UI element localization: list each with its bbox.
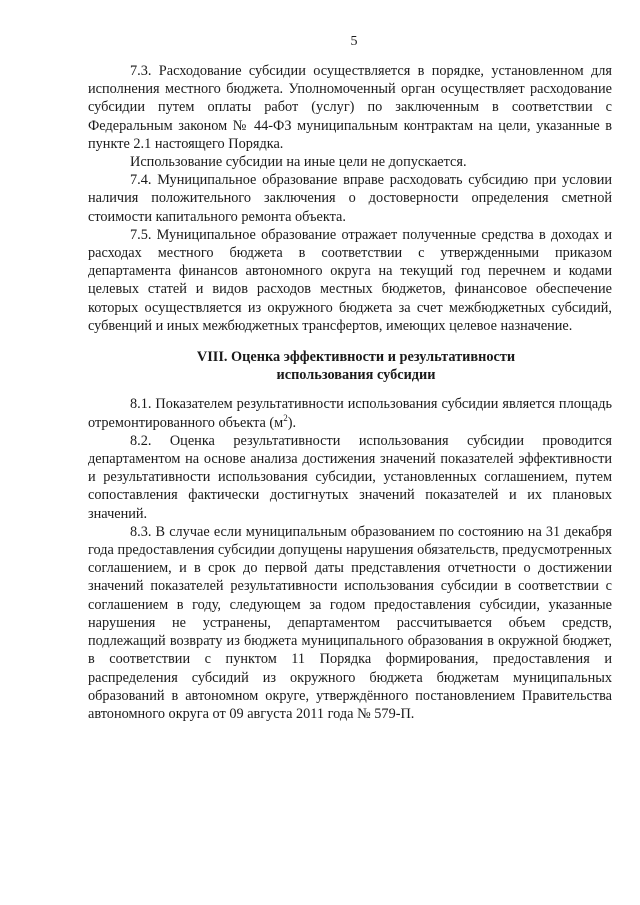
paragraph-8-3: 8.3. В случае если муниципальным образованием по состоянию на 31 декабря года предоставления субсидии допущены нарушения обязательств, предусмотренных соглашением, и в срок до первой даты представления отчетности о достижении значений показателей результативности использования субсидии в соответствии с соглашением в году, следующем за годом предоставления субсидии, указанные нарушения не устранены, департаментом рассчитывается объем средств, подлежащий возврату из бюджета муниципального образования в окружной бюджет, в соответствии с пунктом 11 Порядка формирования, предоставления и распределения субсидий из окружного бюджета бюджетам муниципальных образований в автономном округе, утверждённого постановлением Правительства автономного округа от 09 августа 2011 года № 579-П.: [88, 523, 612, 722]
paragraph-7-5: 7.5. Муниципальное образование отражает полученные средства в доходах и расходах местного бюджета в соответствии с утвержденными приказом департамента финансов автономного округа на текущий год перечнем и кодами целевых статей и видов расходов местных бюджетов, финансовое обеспечение которых осуществляется из окружного бюджета за счет межбюджетных субсидий, субвенций и иных межбюджетных трансфертов, имеющих целевое назначение.: [88, 226, 612, 334]
page-number: 5: [350, 34, 358, 49]
paragraph-7-3-note: Использование субсидии на иные цели не допускается.: [130, 154, 467, 171]
paragraph-7-4: 7.4. Муниципальное образование вправе расходовать субсидию при условии наличия положительного заключения о достоверности определения сметной стоимости капитального ремонта объекта.: [88, 172, 612, 225]
paragraph-8-2: 8.2. Оценка результативности использования субсидии проводится департаментом на основе анализа достижения значений показателей эффективности и результативности использования субсидии, установленных соглашением, путем сопоставления фактически достигнутых значений показателей и их плановых значений.: [88, 432, 612, 522]
document-page: [88, 34, 612, 723]
paragraph-7-3: 7.3. Расходование субсидии осуществляется в порядке, установленном для исполнения местного бюджета. Уполномоченный орган осуществляет расходование субсидии путем оплаты работ (услуг) по заключенным в соответствии с Федеральным законом № 44-ФЗ муниципальным контрактам на цели, указанные в пункте 2.1 настоящего Порядка.: [88, 63, 612, 152]
paragraph-8-1-text: 8.1. Показателем результативности использования субсидии является площадь отремонтированного объекта (м: [88, 396, 612, 431]
paragraph-8-1: [88, 395, 612, 431]
section-title: [88, 348, 612, 384]
paragraph-8-1-tail: ).: [287, 414, 297, 431]
section-title-line-2: использования субсидии: [276, 367, 436, 384]
section-title-line-1: VIII. Оценка эффективности и результативности: [196, 349, 516, 366]
paragraph-8-1-superscript: 2: [283, 412, 288, 423]
